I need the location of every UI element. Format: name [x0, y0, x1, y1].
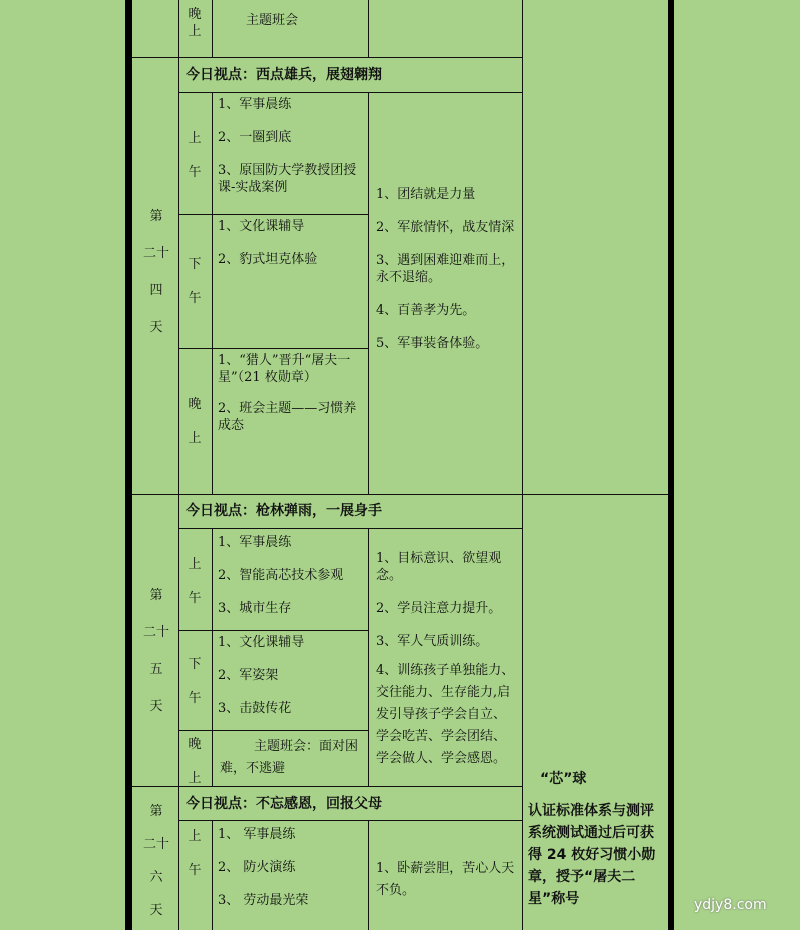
grid-line: [522, 494, 523, 930]
activity-item: 2、一圈到底: [218, 130, 292, 145]
evening-item: 主题班会: [246, 13, 299, 28]
grid-line: [178, 214, 369, 215]
period-morning: [178, 130, 212, 181]
grid-line: [368, 92, 369, 494]
activity-item: 3、 劳动最光荣: [218, 893, 309, 908]
day-label-25: [134, 584, 178, 714]
grid-line: [212, 92, 213, 494]
goal-item: 4、百善孝为先。: [376, 303, 476, 318]
grid-line: [212, 528, 213, 786]
activity-item: 1、“猎人”晋升“屠夫一星”（21 枚勋章）: [218, 353, 351, 385]
period-char: 下: [188, 657, 202, 672]
goal-item: 1、目标意识、欲望观念。: [376, 551, 502, 583]
grid-line: [178, 92, 523, 93]
day-label-line: 天: [149, 699, 163, 714]
goal-item: 1、团结就是力量: [376, 187, 476, 202]
day-label-line: 二十: [142, 837, 169, 852]
period-char: 晚: [188, 397, 202, 412]
day-label-line: 第: [149, 588, 163, 603]
morning-activities: [218, 826, 366, 925]
activity-item: 1、 军事晨练: [218, 827, 296, 842]
grid-line: [212, 820, 213, 930]
goal-item: 4、训练孩子单独能力、交往能力、生存能力,启发引导孩子学会自立、学会吃苦、学会团结、学会做人、学会感恩。: [376, 663, 515, 766]
period-char: 下: [188, 257, 202, 272]
day-goals: [376, 186, 518, 368]
period-evening: [178, 396, 212, 447]
activity-item: 2、智能高芯技术参观: [218, 568, 344, 583]
grid-line: [178, 528, 523, 529]
activity-item: 2、班会主题——习惯养成态: [218, 401, 357, 433]
day-label-line: 四: [149, 283, 163, 298]
day-label-line: 二十: [142, 625, 169, 640]
period-char: 午: [188, 691, 202, 706]
day-title: 今日视点：西点雄兵，展翅翱翔: [186, 67, 382, 83]
period-afternoon: [178, 656, 212, 707]
activity-item: 3、击鼓传花: [218, 701, 292, 716]
day-label-line: 第: [149, 209, 163, 224]
day-label-line: 五: [149, 662, 163, 677]
goal-item: 2、学员注意力提升。: [376, 601, 502, 616]
period-char: 上: [188, 771, 202, 786]
grid-line: [522, 0, 523, 494]
activity-item: 2、 防火演练: [218, 860, 296, 875]
activity-item: 1、军事晨练: [218, 97, 292, 112]
period-char: 晚: [188, 737, 202, 752]
day-label-line: 天: [149, 320, 163, 335]
right-frame-border: [668, 0, 674, 930]
period-char: 上: [188, 131, 202, 146]
day-label-line: 天: [149, 903, 163, 918]
period-char: 午: [188, 291, 202, 306]
goal-item: 5、军事装备体验。: [376, 336, 489, 351]
period-evening: [178, 6, 212, 40]
grid-line: [368, 528, 369, 786]
day-title: 今日视点：枪林弹雨，一展身手: [186, 503, 382, 519]
day-title: 今日视点：不忘感恩，回报父母: [186, 796, 382, 812]
activity-item: 3、城市生存: [218, 601, 292, 616]
activity-item: 1、文化课辅导: [218, 635, 305, 650]
day-label-26: [134, 800, 178, 918]
grid-line: [212, 0, 213, 58]
day-label-24: [134, 205, 178, 335]
day-label-line: 六: [149, 870, 163, 885]
period-evening: [178, 736, 212, 787]
morning-activities: [218, 534, 366, 633]
day-goals: [376, 858, 518, 918]
activity-item: 1、军事晨练: [218, 535, 292, 550]
grid-line: [178, 348, 369, 349]
grid-line: [132, 57, 523, 58]
grid-line: [368, 820, 369, 930]
period-char: 上: [188, 24, 202, 39]
watermark: ydjy8.com: [694, 897, 767, 913]
grid-line: [132, 494, 668, 495]
goal-item: 3、军人气质训练。: [376, 634, 489, 649]
grid-line: [368, 0, 369, 58]
period-char: 晚: [188, 7, 202, 22]
activity-item: 1、文化课辅导: [218, 219, 305, 234]
goal-item: 3、遇到困难迎难而上，永不退缩。: [376, 253, 515, 285]
day-goals: [376, 550, 518, 786]
activity-item: 2、豹式坦克体验: [218, 252, 318, 267]
activity-item: 主题班会：面对困难，不逃避: [220, 739, 359, 776]
afternoon-activities: [218, 218, 366, 284]
goal-item: 2、军旅情怀，战友情深: [376, 220, 515, 235]
period-afternoon: [178, 256, 212, 307]
award-title: “芯”球: [540, 771, 587, 787]
period-char: 午: [188, 863, 202, 878]
activity-item: 2、军姿架: [218, 668, 279, 683]
goal-item: 1、卧薪尝胆，苦心人天不负。: [376, 861, 515, 898]
period-morning: [178, 828, 212, 879]
day-label-line: 二十: [142, 246, 169, 261]
morning-activities: [218, 96, 366, 212]
evening-activities: [218, 352, 364, 450]
period-char: 午: [188, 165, 202, 180]
day-label-line: 第: [149, 804, 163, 819]
period-char: 上: [188, 829, 202, 844]
grid-line: [178, 820, 523, 821]
period-char: 上: [188, 557, 202, 572]
left-frame-border: [125, 0, 132, 930]
evening-activity: [220, 736, 364, 780]
award-description: 认证标准体系与测评系统测试通过后可获得 24 枚好习惯小勋章，授予“屠夫二星”称号: [528, 803, 656, 907]
period-morning: [178, 556, 212, 607]
afternoon-activities: [218, 634, 366, 733]
activity-item: 3、原国防大学教授团授课-实战案例: [218, 163, 357, 195]
period-char: 午: [188, 591, 202, 606]
period-char: 上: [188, 431, 202, 446]
